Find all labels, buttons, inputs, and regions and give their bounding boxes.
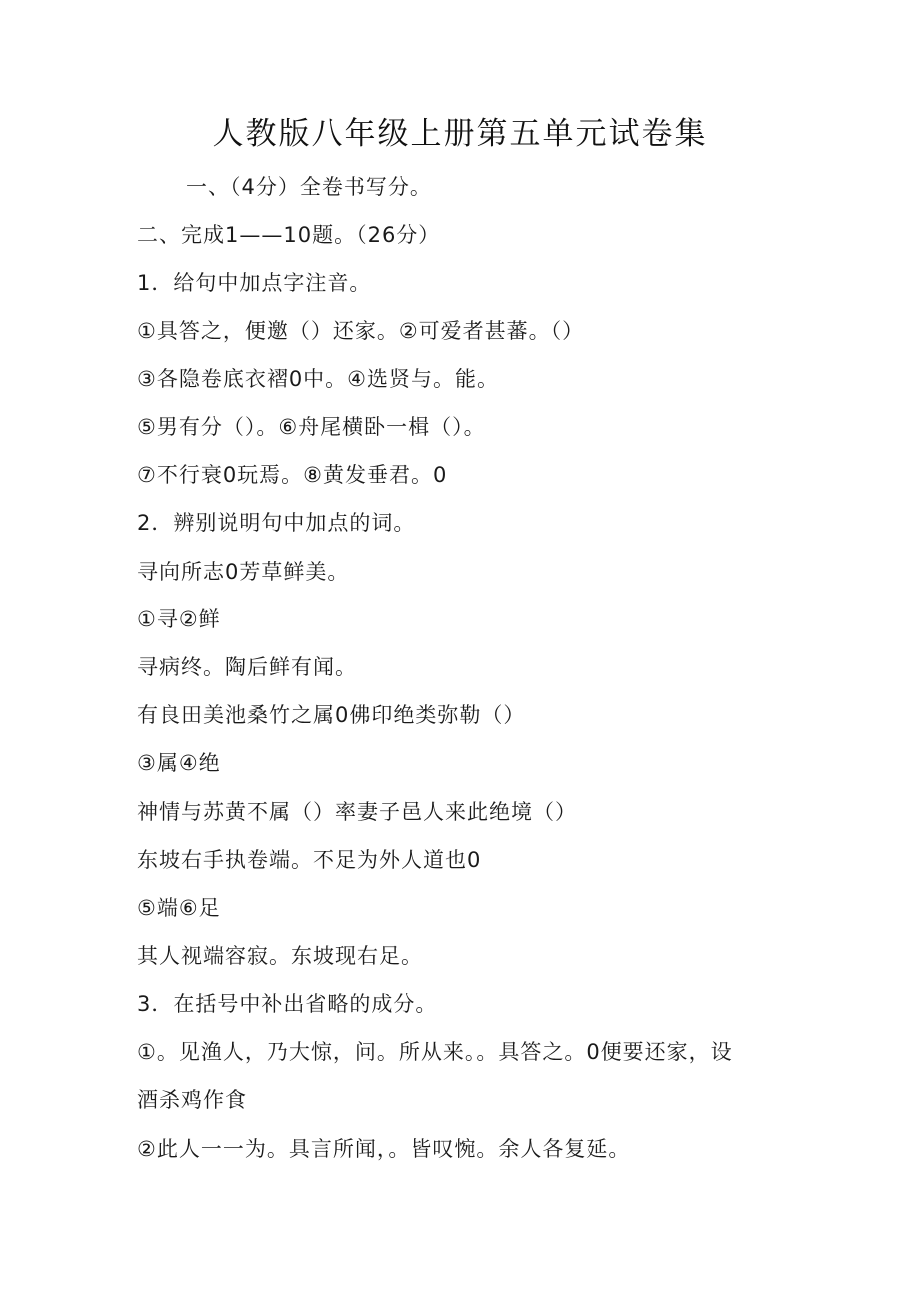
question-2-words-3-4: ③属④绝 [137, 751, 221, 775]
question-1-item-1-2: ①具答之，便邀（）还家。②可爱者甚蕃。（） [137, 319, 585, 343]
question-2-sentence-1: 寻向所志0芳草鲜美。 [137, 560, 350, 584]
question-2-words-5-6: ⑤端⑥足 [137, 896, 221, 920]
question-2-sentence-2: 寻病终。陶后鲜有闻。 [137, 655, 357, 679]
document-title: 人教版八年级上册第五单元试卷集 [212, 116, 708, 152]
question-1-prompt: 1．给句中加点字注音。 [137, 271, 372, 295]
question-2-sentence-3: 有良田美池桑竹之属0佛印绝类弥勒（） [137, 703, 526, 727]
question-1-item-5-6: ⑤男有分（）。⑥舟尾横卧一楫（）。 [137, 415, 486, 439]
question-3-item-1: ①。见渔人，乃大惊，问。所从来。。具答之。0便要还家，设 [137, 1040, 733, 1064]
question-2-words-1-2: ①寻②鲜 [137, 607, 221, 631]
question-2-sentence-4: 神情与苏黄不属（）率妻子邑人来此绝境（） [137, 800, 577, 824]
section-one-heading: 一、（4分）全卷书写分。 [186, 175, 432, 199]
question-3-prompt: 3．在括号中补出省略的成分。 [137, 992, 438, 1016]
section-two-heading: 二、完成1——10题。（26分） [137, 223, 441, 247]
question-2-sentence-6: 其人视端容寂。东坡现右足。 [137, 944, 423, 968]
question-2-sentence-5: 东坡右手执卷端。不足为外人道也0 [137, 848, 482, 872]
question-1-item-3-4: ③各隐卷底衣褶0中。④选贤与。能。 [137, 367, 500, 391]
question-3-item-2: ②此人一一为。具言所闻，。皆叹惋。余人各复延。 [137, 1137, 631, 1161]
question-1-item-7-8: ⑦不行衰0玩焉。⑧黄发垂君。0 [137, 463, 448, 487]
question-3-item-1-continued: 酒杀鸡作食 [137, 1088, 247, 1112]
question-2-prompt: 2．辨别说明句中加点的词。 [137, 511, 416, 535]
